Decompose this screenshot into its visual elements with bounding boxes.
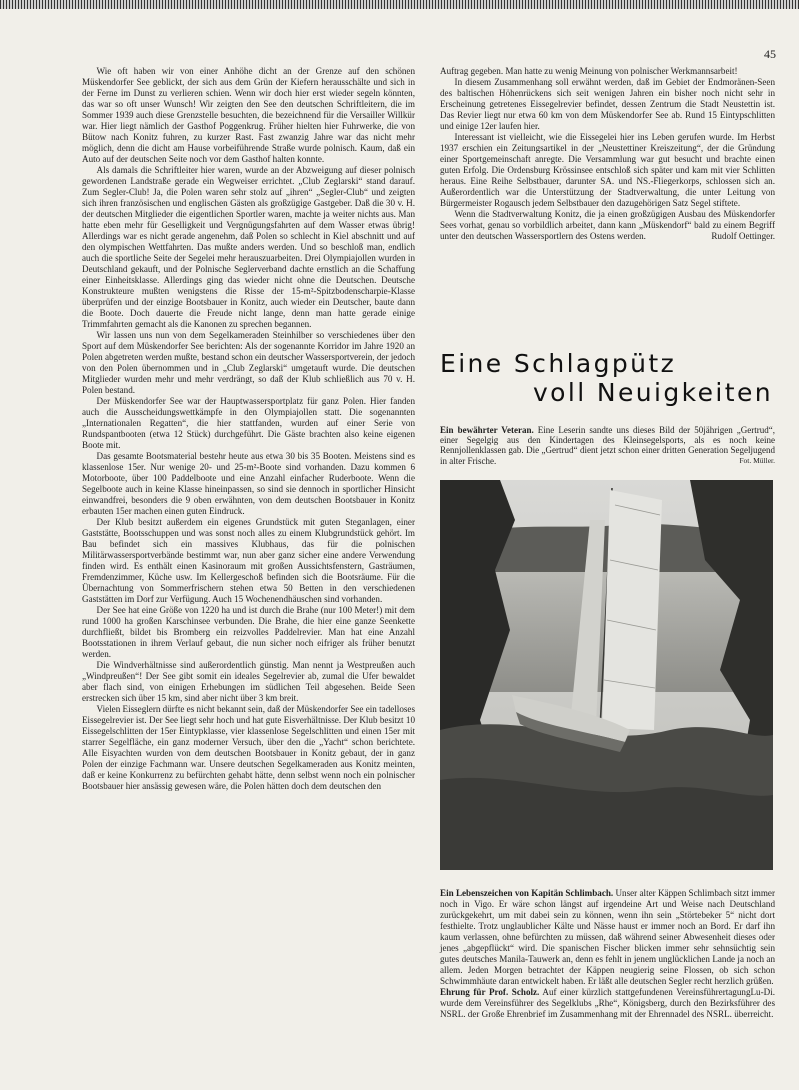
news-text: Unser alter Käppen Schlimbach sitzt immer noch in Vigo. Er wäre schon längst auf irgendeine Art und Weise nach Deutschland zurückgekehrt, um mit dabei sein zu können, wenn ihn sein „Störtebeker 5“ nicht dort festhielte. Trotz unglaublicher Kälte und Nässe haust er immer noch an Bord. Er darf ihn kaum verlassen, ohne befürchten zu müssen, daß während seiner Abwesenheit dieses oder jenes „abgepflückt“ wird. Die spanischen Fischer blicken immer sehr sehnsüchtig sein gutes deutsches Manila-Tauwerk an, denn es fehlt in jenem unglücklichen Lande ja noch an allem. Jeden Morgen betrachtet der Käppen neugierig seine Flossen, ob sich schon Schwimmhäute daran entwickelt haben. Er läßt alle deutschen Segler recht herzlich grüßen. [440, 887, 775, 986]
section-heading [440, 349, 775, 407]
heading-line-2: voll Neuigkeiten [532, 378, 773, 407]
news-lead: Ein Lebenszeichen von Kapitän Schlimbach. [440, 887, 614, 898]
paragraph: Wie oft haben wir von einer Anhöhe dicht an der Grenze auf den schönen Müskendorfer See geblickt, der sich aus dem Grün der Kiefern herausschälte und sich in der Ferne im Dunst zu verlieren schien. Wenn wir doch hier erst wieder segeln könnten, das war so oft unser Wunsch! Wir zeigten den See den deutschen Schriftleitern, die im Sommer 1939 auch diese Grenzstelle besuchten, die bezeichnend für die Versailler Willkür war. Hier liegt nämlich der Gasthof Poggenkrug. Früher hielten hier Fuhrwerke, die von Bütow nach Konitz fuhren, zu kurzer Rast. Fast zwanzig Jahre war das nicht mehr möglich, denn die dicht am Hause vorbeiführende Straße wurde polnisch. Kaum, daß ein Auto auf der deutschen Seite noch vor dem Gasthof halten konnte. [82, 66, 415, 164]
paragraph: Der Klub besitzt außerdem ein eigenes Grundstück mit guten Steganlagen, einer Gaststätte, Bootsschuppen und was sonst noch alles zu einem Klubgrundstück gehört. Im Bau befindet sich ein massives Klubhaus, das für die polnischen Militärwassersportverbände bestimmt war, nun aber ganz sicher eine andere Verwendung finden wird. Es enthält einen Kasinoraum mit großen Aussichtsfenstern, Gasträumen, Fremdenzimmer, Küche usw. Im Kellergeschoß befinden sich die Bootsräume. Für die Übernachtung von Sommerfrischern stehen etwa 50 Betten in den verschiedenen Gaststätten im Dorf zur Verfügung. Auch 15 Wochenendhäuschen sind vorhanden. [82, 517, 415, 604]
heading-line-1: Eine Schlagpütz [440, 349, 677, 378]
news-lead: Ehrung für Prof. Scholz. [440, 986, 540, 997]
paragraph: Interessant ist vielleicht, wie die Eissegelei hier ins Leben gerufen wurde. Im Herbst 1937 erschien ein Zeitungsartikel in der „Neustettiner Kreiszeitung“, der die Gründung einer Sportgemeinschaft anregte. Die Versammlung war gut besucht und brachte einen guten Erfolg. Die Ordensburg Krössinsee entschloß sich später und kam mit vier Schlitten heraus. Eine Reihe Selbstbauer, darunter SA. und NS.-Fliegerkorps, schlossen sich an. Außerordentlich war die Unterstützung der Stadtverwaltung, die unter Leitung von Bürgermeister Rogausch jedem Selbstbauer den dazugehörigen Satz Segel stiftete. [440, 132, 775, 208]
closing-paragraph [440, 209, 775, 242]
paragraph: Als damals die Schriftleiter hier waren, wurde an der Abzweigung auf dieser polnisch gewordenen Landstraße gerade ein Wegweiser errichtet. „Club Zeglarski“ stand darauf. Zum Segler-Club! Ja, die Polen waren sehr stolz auf „ihren“ „Segler-Club“ und zeigten sich ihren französischen und englischen Gästen als großzügige Gastgeber. Daß die 30 v. H. der deutschen Mitglieder die eigentlichen Sportler waren, machte ja weiter nichts aus. Man hatte eben mehr für Geselligkeit und Vergnügungsfahrten auf dem Wasser etwas übrig! Allerdings war es nicht gerade angenehm, daß Polen so schlecht in Kiel abschnitt und auf den olympischen Wettfahrten. Das mußte anders werden. Und so beschloß man, endlich auch die sportliche Seite der Segelei mehr herauszuarbeiten. Drei Olympiajollen wurden in Deutschland gekauft, und der Polnische Seglerverband dachte ernstlich an die Schaffung einer Einheitsklasse. Allerdings ging das wieder nicht ohne die Deutschen. Deutsche Konstrukteure mußten wenigstens die Risse der 15-m²-Spitzbodenscharpie-Klasse überprüfen und der einzige Bootsbauer in Konitz, auch wieder ein Deutscher, baute dann die Boote. Doch dauerte die Freude nicht lange, denn man hatte gerade einige Trimmfahrten gemacht als die Kanonen zu sprechen begannen. [82, 165, 415, 329]
paragraph: Wir lassen uns nun von dem Segelkameraden Steinhilber so verschiedenes über den Sport auf dem Müskendorfer See berichten: Als der sogenannte Korridor im Jahre 1920 an Polen abgetreten werden mußte, bestand schon ein deutscher Wassersportverein, der jedoch von den Polen übernommen und in „Club Zeglarski“ umgetauft wurde. Die deutschen Mitglieder wurden mehr und mehr verdrängt, so daß der Klub schließlich aus 70 v. H. Polen bestand. [82, 330, 415, 395]
news-item [440, 987, 775, 1020]
photo-caption [440, 425, 775, 466]
page-number: 45 [764, 47, 776, 61]
paragraph: Der Müskendorfer See war der Hauptwassersportplatz für ganz Polen. Hier fanden auch die Ausscheidungswettkämpfe in den Olympiajollen statt. Die sogenannten „Internationalen Regatten“, die hier stattfanden, wurden auf einer Serie von Rundspantbooten (etwa 12 Stück) durchgeführt. Die Gäste brachten also keine eigenen Boote mit. [82, 396, 415, 450]
photo-credit: Fot. Müller. [739, 455, 775, 465]
paragraph: Auftrag gegeben. Man hatte zu wenig Meinung von polnischer Werkmannsarbeit! [440, 66, 738, 76]
paragraph: Das gesamte Bootsmaterial bestehr heute aus etwa 30 bis 35 Booten. Meistens sind es klassenlose 15er. Nur wenige 20- und 25-m²-Boote sind vorhanden. Dazu kommen 6 Motorboote, über 100 Paddelboote und eine Anzahl einfacher Ruderboote. Wenn die Segelboote auch in keine Klasse hineinpassen, so sind sie dennoch in sportlicher Hinsicht einwandfrei, besonders die 9 oben erwähnten, von dem deutschen Bootsbauer in Konitz erbauten 15er machen einen guten Eindruck. [82, 451, 415, 516]
scan-edge-stripe [0, 0, 799, 9]
caption-text: Eine Leserin sandte uns dieses Bild der 50jährigen „Gertrud“, einer Segelgig aus den Kindertagen des Kleinsegelsports, als es noch keine Rennjollenklassen gab. Die „Gertrud“ dient jetzt schon einer dritten Generation Segeljugend in alter Frische. [440, 425, 775, 466]
news-text: Auf einer kürzlich stattgefundenen Vereinsführertagung wurde dem Vereinsführer des Segelklubs „Rhe“, Königsberg, durch den Bezirksführer des NSRL. der Große Ehrenbrief im Zusammenhang mit der Ehrennadel des NSRL. überreicht. [440, 986, 775, 1019]
left-column [82, 66, 415, 792]
caption-lead: Ein bewährter Veteran. [440, 425, 534, 435]
paragraph: Vielen Eisseglern dürfte es nicht bekannt sein, daß der Müskendorfer See ein tadelloses Eissegelrevier ist. Der See liegt sehr hoch und hat gute Eisverhältnisse. Der Klub besitzt 10 Eissegelschlitten der 15er Eintypklasse, vier klassenlose Segelschlitten und einen 15er mit starrer Segelfläche, ein ganz moderner Versuch, über den die „Yacht“ schon berichtete. Alle Eisyachten wurden von dem deutschen Bootsbauer in Konitz gebaut, der in ganz Polen der einzige Fachmann war. Unsere deutschen Segelkameraden aus Konitz meinten, daß er keine Konkurrenz zu befürchten gehabt hätte, denn selbst wenn noch ein polnischer Bootsbauer hier ansässig gewesen wäre, die Polen hätten doch dem deutschen den [82, 704, 415, 791]
photo-illustration [440, 480, 773, 870]
paragraph: Der See hat eine Größe von 1220 ha und ist durch die Brahe (nur 100 Meter!) mit dem rund 1000 ha großen Karschinsee verbunden. Die Brahe, die hier eine ganze Seenkette durchfließt, bildet bis Bromberg ein reizvolles Paddelrevier. Man hat eine Anzahl Bootsstationen in ihrem Verlauf gebaut, die nun sicher noch eifriger als früher benutzt werden. [82, 605, 415, 659]
paragraph: In diesem Zusammenhang soll erwähnt werden, daß im Gebiet der Endmoränen-Seen des baltischen Höhenrückens sich seit wenigen Jahren ein bisher noch nicht sehr in Erscheinung getretenes Eissegelrevier befindet, dessen Zentrum die Stadt Neustettin ist. Das Revier liegt nur etwa 60 km von dem Müskendorfer See ab. Rund 15 Eintypschlitten und einige 12er laufen hier. [440, 77, 775, 131]
closing-text: Wenn die Stadtverwaltung Konitz, die ja einen großzügigen Ausbau des Müskendorfer Sees vorhat, genau so vorbildlich arbeitet, dann kann „Müskendorf“ bald zu einem Begriff unter den deutschen Wassersportlern des Ostens werden. [440, 209, 775, 241]
paragraph: Die Windverhältnisse sind außerordentlich günstig. Man nennt ja Westpreußen auch „Windpreußen“! Der See gibt somit ein ideales Segelrevier ab, zumal die Ufer bewaldet aber flach sind, von einigen Erhebungen im südlichen Teil abgesehen. Beide Seen erstrecken sich über 15 km, sind aber nicht über 3 km breit. [82, 660, 415, 703]
sailboat-photo [440, 480, 773, 870]
author-signature: Rudolf Oettinger. [711, 231, 775, 241]
right-column [440, 66, 775, 1020]
news-signature: Lu-Di. [750, 986, 775, 997]
